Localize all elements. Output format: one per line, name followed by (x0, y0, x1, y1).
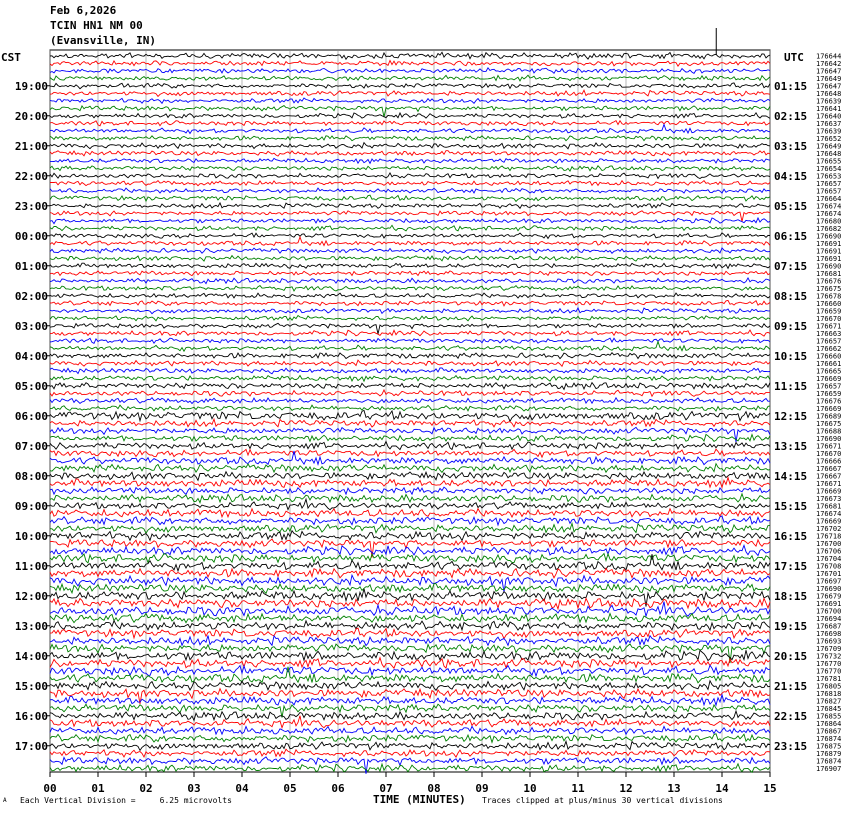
seismic-trace (50, 61, 770, 67)
trace-count-label: 176674 (816, 209, 842, 218)
trace-count-label: 176697 (816, 577, 842, 586)
left-hour-label: 17:00 (14, 739, 48, 753)
x-tick-label: 02 (139, 782, 153, 795)
trace-count-label: 176687 (816, 622, 842, 631)
x-tick-label: 00 (43, 782, 57, 795)
trace-count-label: 176657 (816, 187, 842, 196)
trace-count-label: 176907 (816, 764, 842, 773)
trace-count-label: 176666 (816, 457, 842, 466)
trace-count-label: 176652 (816, 134, 842, 143)
seismic-trace (50, 478, 770, 488)
left-hour-label: 13:00 (14, 619, 48, 633)
trace-count-label: 176700 (816, 607, 842, 616)
seismic-trace (50, 621, 770, 631)
trace-count-label: 176691 (816, 239, 842, 248)
x-tick-label: 05 (283, 782, 297, 795)
seismic-trace (50, 435, 770, 442)
left-hour-label: 05:00 (14, 379, 48, 393)
trace-count-label: 176663 (816, 329, 842, 338)
trace-count-label: 176674 (816, 509, 842, 518)
trace-count-label: 176667 (816, 464, 842, 473)
seismic-trace (50, 300, 770, 306)
x-tick-label: 04 (235, 782, 249, 795)
x-tick-label: 01 (91, 782, 105, 795)
seismic-trace (50, 233, 770, 239)
trace-count-label: 176708 (816, 562, 842, 571)
x-tick-label: 11 (571, 782, 585, 795)
left-hour-label: 04:00 (14, 349, 48, 363)
station-id: TCIN HN1 NM 00 (50, 19, 143, 32)
trace-count-label: 176669 (816, 487, 842, 496)
trace-count-label: 176661 (816, 359, 842, 368)
trace-count-label: 176688 (816, 427, 842, 436)
trace-count-label: 176669 (816, 404, 842, 413)
seismic-trace (50, 293, 770, 298)
x-tick-label: 09 (475, 782, 489, 795)
trace-count-label: 176732 (816, 652, 842, 661)
seismic-trace (50, 449, 770, 457)
right-hour-label: 20:15 (774, 649, 808, 663)
trace-count-label: 176805 (816, 682, 842, 691)
right-hour-label: 18:15 (774, 589, 808, 603)
seismic-trace (50, 237, 770, 246)
trace-count-label: 176639 (816, 97, 842, 106)
seismic-trace (50, 376, 770, 382)
right-hour-label: 02:15 (774, 109, 808, 123)
left-hour-label: 12:00 (14, 589, 48, 603)
left-hour-label: 08:00 (14, 469, 48, 483)
seismic-trace (50, 410, 770, 421)
trace-count-label: 176690 (816, 262, 842, 271)
trace-count-label: 176662 (816, 344, 842, 353)
trace-count-label: 176671 (816, 322, 842, 331)
trace-count-label: 176641 (816, 104, 842, 113)
trace-count-label: 176709 (816, 644, 842, 653)
seismic-trace (50, 419, 770, 427)
seismic-trace (50, 711, 770, 720)
seismic-trace (50, 427, 770, 442)
x-tick-label: 12 (619, 782, 633, 795)
seismic-trace (50, 360, 770, 366)
trace-count-label: 176676 (816, 277, 842, 286)
seismic-trace (50, 173, 770, 179)
seismic-trace (50, 338, 770, 343)
seismic-trace (50, 749, 770, 757)
seismic-trace (50, 667, 770, 683)
scale-note: Each Vertical Division = 6.25 microvolts (20, 796, 232, 805)
right-hour-label: 21:15 (774, 679, 808, 693)
seismic-trace (50, 487, 770, 494)
left-hour-label: 20:00 (14, 109, 48, 123)
trace-count-label: 176667 (816, 472, 842, 481)
right-hour-label: 10:15 (774, 349, 808, 363)
left-hour-label: 16:00 (14, 709, 48, 723)
x-tick-label: 06 (331, 782, 345, 795)
plot-date: Feb 6,2026 (50, 4, 117, 17)
left-hour-label: 14:00 (14, 649, 48, 663)
seismic-trace (50, 539, 770, 557)
trace-count-label: 176781 (816, 674, 842, 683)
x-tick-label: 07 (379, 782, 393, 795)
trace-count-label: 176706 (816, 547, 842, 556)
trace-count-label: 176642 (816, 59, 842, 68)
seismic-trace (50, 136, 770, 141)
seismic-trace (50, 531, 770, 541)
trace-count-label: 176640 (816, 112, 842, 121)
trace-count-label: 176698 (816, 629, 842, 638)
trace-count-label: 176648 (816, 89, 842, 98)
trace-count-label: 176690 (816, 434, 842, 443)
seismic-trace (50, 584, 770, 594)
trace-count-label: 176675 (816, 419, 842, 428)
trace-count-label: 176681 (816, 269, 842, 278)
trace-count-label: 176704 (816, 554, 842, 563)
trace-count-label: 176693 (816, 637, 842, 646)
seismic-trace (50, 121, 770, 126)
left-hour-label: 07:00 (14, 439, 48, 453)
x-tick-label: 10 (523, 782, 537, 795)
right-hour-label: 06:15 (774, 229, 808, 243)
seismic-trace (50, 726, 770, 734)
left-hour-label: 11:00 (14, 559, 48, 573)
left-hour-label: 09:00 (14, 499, 48, 513)
trace-count-label: 176702 (816, 524, 842, 533)
trace-count-label: 176690 (816, 232, 842, 241)
seismic-trace (50, 342, 770, 352)
seismic-trace (50, 734, 770, 743)
trace-count-label: 176875 (816, 742, 842, 751)
trace-count-label: 176680 (816, 217, 842, 226)
x-tick-label: 15 (763, 782, 777, 795)
trace-count-label: 176649 (816, 74, 842, 83)
right-hour-label: 15:15 (774, 499, 808, 513)
left-hour-label: 22:00 (14, 169, 48, 183)
seismic-trace (50, 75, 770, 81)
right-hour-label: 07:15 (774, 259, 808, 273)
left-hour-label: 19:00 (14, 79, 48, 93)
trace-count-label: 176670 (816, 314, 842, 323)
x-tick-label: 08 (427, 782, 441, 795)
trace-count-label: 176874 (816, 734, 842, 743)
right-hour-label: 04:15 (774, 169, 808, 183)
trace-count-label: 176648 (816, 149, 842, 158)
trace-count-label: 176647 (816, 67, 842, 76)
seismic-trace (50, 316, 770, 321)
trace-count-label: 176689 (816, 412, 842, 421)
seismic-trace (50, 636, 770, 646)
seismic-trace (50, 523, 770, 533)
trace-count-label: 176879 (816, 749, 842, 758)
clip-note: Traces clipped at plus/minus 30 vertical divisions (482, 796, 723, 805)
station-location: (Evansville, IN) (50, 34, 156, 47)
seismic-trace (50, 166, 770, 171)
seismic-trace (50, 554, 770, 563)
trace-count-label: 176657 (816, 382, 842, 391)
trace-count-label: 176678 (816, 292, 842, 301)
seismic-trace (50, 665, 770, 676)
seismic-trace (50, 68, 770, 74)
seismic-trace (50, 658, 770, 669)
x-tick-label: 14 (715, 782, 729, 795)
seismic-trace (50, 52, 770, 59)
trace-count-label: 176770 (816, 659, 842, 668)
right-hour-label: 16:15 (774, 529, 808, 543)
right-hour-label: 22:15 (774, 709, 808, 723)
right-hour-label: 12:15 (774, 409, 808, 423)
trace-count-label: 176864 (816, 719, 842, 728)
trace-count-label: 176654 (816, 164, 842, 173)
trace-count-label: 176676 (816, 397, 842, 406)
seismic-trace (50, 158, 770, 163)
trace-count-label: 176670 (816, 449, 842, 458)
seismic-trace (50, 203, 770, 208)
left-hour-label: 03:00 (14, 319, 48, 333)
right-hour-label: 14:15 (774, 469, 808, 483)
trace-count-label: 176659 (816, 307, 842, 316)
seismic-trace (50, 248, 770, 254)
left-hour-label: 00:00 (14, 229, 48, 243)
seismic-trace (50, 368, 770, 374)
trace-count-label: 176659 (816, 389, 842, 398)
seismic-trace (50, 472, 770, 481)
trace-count-label: 176660 (816, 352, 842, 361)
trace-count-label: 176669 (816, 517, 842, 526)
trace-count-label: 176867 (816, 727, 842, 736)
trace-count-label: 176639 (816, 127, 842, 136)
right-hour-label: 23:15 (774, 739, 808, 753)
seismic-trace (50, 398, 770, 404)
seismic-trace (50, 151, 770, 156)
left-hour-label: 10:00 (14, 529, 48, 543)
trace-count-label: 176818 (816, 689, 842, 698)
x-axis-label: TIME (MINUTES) (373, 793, 466, 806)
seismic-trace (50, 330, 770, 336)
right-hour-label: 17:15 (774, 559, 808, 573)
seismic-trace (50, 113, 770, 119)
x-tick-label: 03 (187, 782, 201, 795)
right-hour-label: 11:15 (774, 379, 808, 393)
seismic-trace (50, 278, 770, 284)
trace-count-label: 176691 (816, 599, 842, 608)
seismic-trace (50, 263, 770, 268)
seismic-trace (50, 271, 770, 276)
seismic-trace (50, 143, 770, 149)
seismic-trace (50, 188, 770, 193)
left-hour-label: 23:00 (14, 199, 48, 213)
right-timezone-label: UTC (784, 51, 804, 64)
trace-count-label: 176664 (816, 194, 842, 203)
left-hour-label: 21:00 (14, 139, 48, 153)
seismic-trace (50, 464, 770, 473)
right-hour-label: 01:15 (774, 79, 808, 93)
seismic-trace (50, 383, 770, 390)
trace-count-label: 176657 (816, 337, 842, 346)
seismic-trace (50, 90, 770, 96)
right-hour-label: 19:15 (774, 619, 808, 633)
trace-count-label: 176874 (816, 757, 842, 766)
logo-mark: A (3, 797, 7, 804)
trace-count-label: 176665 (816, 367, 842, 376)
trace-count-label: 176644 (816, 52, 842, 61)
trace-count-label: 176655 (816, 157, 842, 166)
seismic-trace (50, 286, 770, 291)
right-hour-label: 09:15 (774, 319, 808, 333)
seismic-trace (50, 613, 770, 622)
right-hour-label: 08:15 (774, 289, 808, 303)
trace-count-label: 176649 (816, 142, 842, 151)
trace-count-label: 176691 (816, 254, 842, 263)
trace-count-label: 176770 (816, 667, 842, 676)
seismic-trace (50, 442, 770, 450)
seismic-trace (50, 218, 770, 224)
trace-count-label: 176657 (816, 179, 842, 188)
trace-count-label: 176669 (816, 374, 842, 383)
trace-count-label: 176671 (816, 442, 842, 451)
trace-count-label: 176660 (816, 299, 842, 308)
trace-count-label: 176700 (816, 539, 842, 548)
trace-count-label: 176671 (816, 479, 842, 488)
seismic-trace (50, 195, 770, 201)
seismic-trace (50, 681, 770, 691)
seismic-trace (50, 353, 770, 359)
seismic-trace (50, 509, 770, 517)
left-hour-label: 01:00 (14, 259, 48, 273)
trace-count-label: 176855 (816, 712, 842, 721)
right-hour-label: 03:15 (774, 139, 808, 153)
left-timezone-label: CST (1, 51, 21, 64)
trace-count-label: 176718 (816, 532, 842, 541)
seismic-trace (50, 225, 770, 231)
left-hour-label: 06:00 (14, 409, 48, 423)
seismic-trace (50, 494, 770, 503)
trace-count-label: 176701 (816, 569, 842, 578)
trace-count-label: 176673 (816, 494, 842, 503)
trace-count-label: 176637 (816, 119, 842, 128)
seismic-trace (50, 516, 770, 525)
trace-count-label: 176681 (816, 502, 842, 511)
trace-count-label: 176694 (816, 614, 842, 623)
right-hour-label: 05:15 (774, 199, 808, 213)
seismic-trace (50, 211, 770, 222)
trace-count-label: 176690 (816, 584, 842, 593)
trace-count-label: 176674 (816, 202, 842, 211)
trace-count-label: 176682 (816, 224, 842, 233)
trace-count-label: 176691 (816, 247, 842, 256)
trace-count-label: 176827 (816, 697, 842, 706)
seismic-trace (50, 256, 770, 262)
trace-count-label: 176647 (816, 82, 842, 91)
seismic-trace (50, 125, 770, 134)
seismic-trace (50, 405, 770, 411)
trace-count-label: 176845 (816, 704, 842, 713)
x-tick-label: 13 (667, 782, 681, 795)
left-hour-label: 15:00 (14, 679, 48, 693)
trace-count-label: 176675 (816, 284, 842, 293)
seismic-trace (50, 390, 770, 396)
right-hour-label: 13:15 (774, 439, 808, 453)
trace-count-label: 176679 (816, 592, 842, 601)
seismic-trace (50, 98, 770, 103)
seismic-trace (50, 181, 770, 186)
left-hour-label: 02:00 (14, 289, 48, 303)
seismic-trace (50, 83, 770, 89)
seismic-trace (50, 308, 770, 314)
trace-count-label: 176653 (816, 172, 842, 181)
